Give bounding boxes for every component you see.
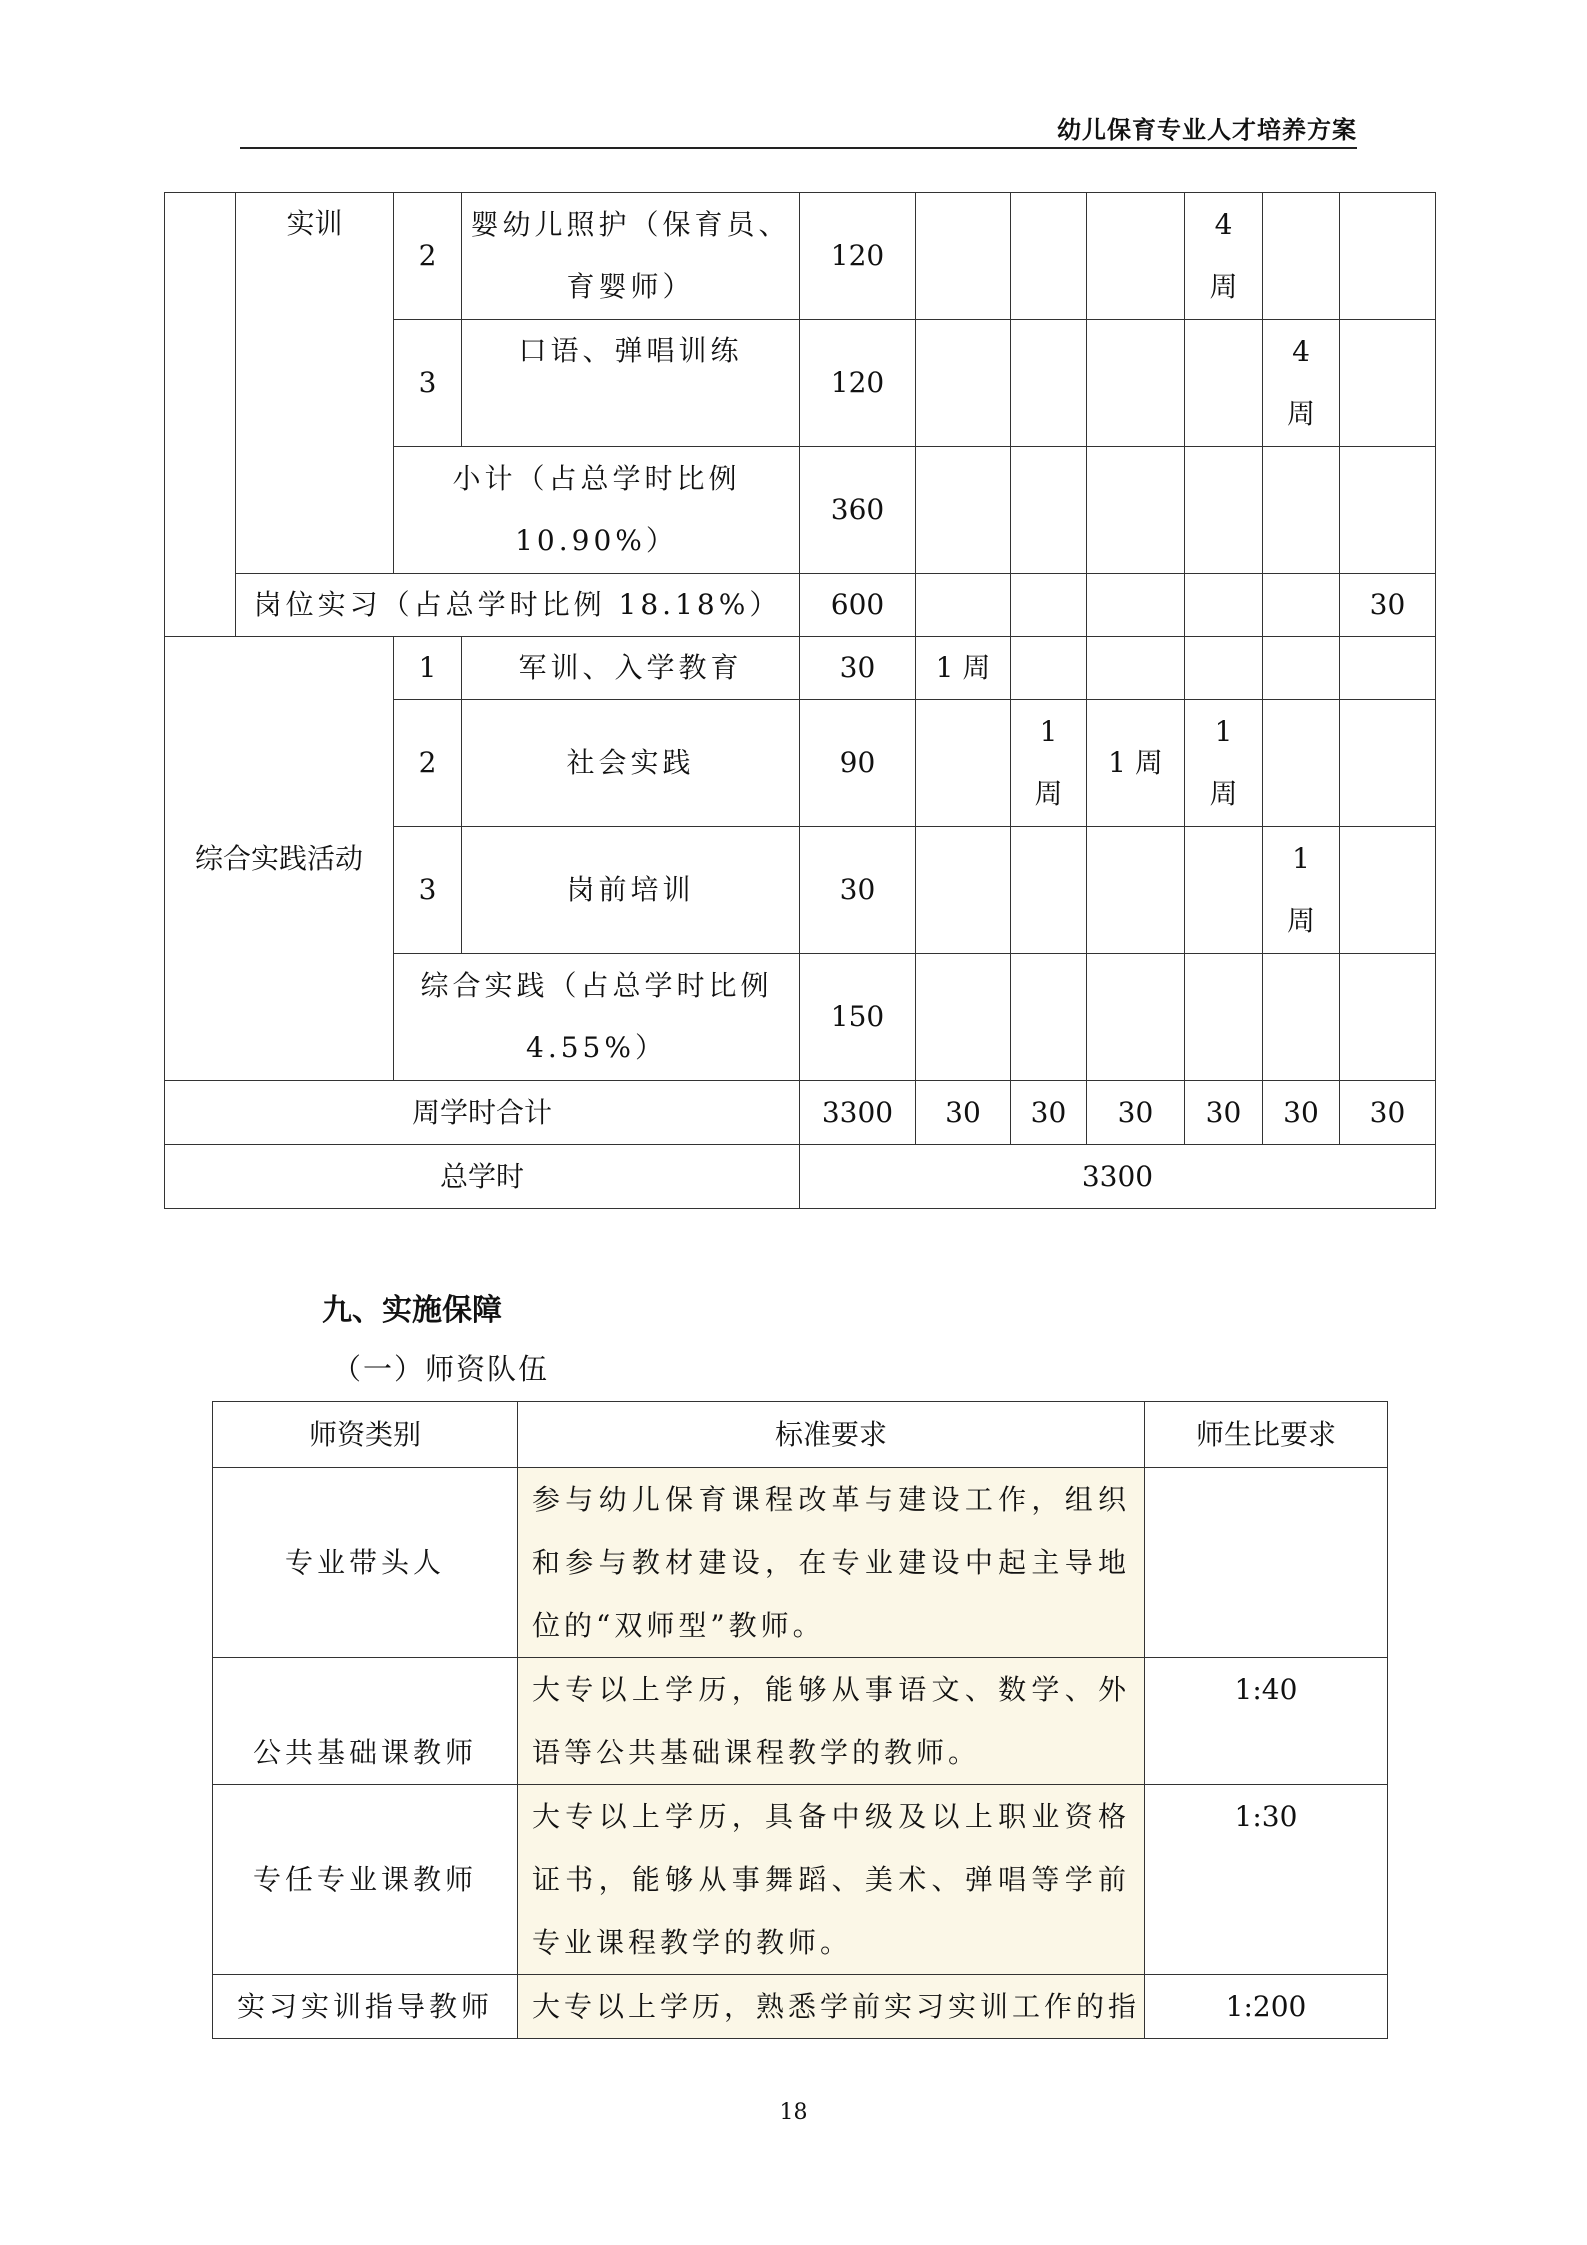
weekly-total-week: 30 <box>1185 1081 1263 1145</box>
internship-hours: 600 <box>800 574 916 637</box>
staff-requirement: 大专以上学历，能够从事语文、数学、外语等公共基础课程教学的教师。 <box>518 1658 1145 1785</box>
weekly-total-week: 30 <box>916 1081 1011 1145</box>
table-row <box>165 193 1436 320</box>
document-header-title: 幼儿保育专业人才培养方案 <box>1057 115 1357 144</box>
grand-total-value: 3300 <box>800 1145 1436 1209</box>
course-hours: 30 <box>800 637 916 700</box>
table-row <box>213 1785 1388 1975</box>
internship-week-7: 30 <box>1340 574 1436 637</box>
week-cell: 1 周 <box>1011 700 1087 827</box>
staff-table <box>212 1401 1388 2039</box>
internship-label: 岗位实习（占总学时比例 18.18%） <box>236 574 800 637</box>
row-number: 3 <box>394 320 462 447</box>
course-name: 社会实践 <box>462 700 800 827</box>
schedule-table <box>164 192 1436 1209</box>
week-cell: 1 周 <box>1263 827 1340 954</box>
staff-category: 实习实训指导教师 <box>213 1975 518 2039</box>
course-name: 岗前培训 <box>462 827 800 954</box>
course-name: 婴幼儿照护（保育员、 育婴师） <box>462 193 800 320</box>
column-header: 标准要求 <box>518 1402 1145 1468</box>
weekly-total-week: 30 <box>1087 1081 1185 1145</box>
weekly-total-week: 30 <box>1011 1081 1087 1145</box>
staff-requirement: 大专以上学历，熟悉学前实习实训工作的指 <box>518 1975 1145 2039</box>
staff-ratio: 1:30 <box>1145 1785 1388 1975</box>
table-row <box>213 1658 1388 1785</box>
week-cell: 1 周 <box>1087 700 1185 827</box>
staff-ratio: 1:40 <box>1145 1658 1388 1785</box>
staff-ratio: 1:200 <box>1145 1975 1388 2039</box>
table-header-row <box>213 1402 1388 1468</box>
subtotal-label: 小计（占总学时比例 10.90%） <box>394 447 800 574</box>
weekly-total-label: 周学时合计 <box>165 1081 800 1145</box>
group-cell-continued <box>165 193 236 637</box>
row-number: 1 <box>394 637 462 700</box>
practice-group-label: 综合实践活动 <box>165 637 394 1081</box>
course-hours: 90 <box>800 700 916 827</box>
week-cell: 4 周 <box>1185 193 1263 320</box>
staff-ratio <box>1145 1468 1388 1658</box>
course-name: 军训、入学教育 <box>462 637 800 700</box>
column-header: 师资类别 <box>213 1402 518 1468</box>
column-header: 师生比要求 <box>1145 1402 1388 1468</box>
page-number: 18 <box>779 2100 808 2125</box>
table-row <box>213 1468 1388 1658</box>
practice-subtotal-hours: 150 <box>800 954 916 1081</box>
row-number: 3 <box>394 827 462 954</box>
course-name: 口语、弹唱训练 <box>462 320 800 447</box>
staff-category: 专任专业课教师 <box>213 1785 518 1975</box>
weekly-total-week: 30 <box>1340 1081 1436 1145</box>
course-hours: 30 <box>800 827 916 954</box>
week-cell: 1 周 <box>916 637 1011 700</box>
staff-category: 专业带头人 <box>213 1468 518 1658</box>
table-row <box>165 637 1436 700</box>
header-rule <box>240 147 1357 149</box>
table-row <box>165 1145 1436 1209</box>
staff-requirement: 参与幼儿保育课程改革与建设工作，组织和参与教材建设，在专业建设中起主导地位的“双师型”教师。 <box>518 1468 1145 1658</box>
subtotal-hours: 360 <box>800 447 916 574</box>
staff-category: 公共基础课教师 <box>213 1658 518 1785</box>
section-subtitle: （一）师资队伍 <box>332 1352 550 1386</box>
staff-requirement: 大专以上学历，具备中级及以上职业资格证书，能够从事舞蹈、美术、弹唱等学前专业课程教学的教师。 <box>518 1785 1145 1975</box>
weekly-total-hours: 3300 <box>800 1081 916 1145</box>
week-cell: 1 周 <box>1185 700 1263 827</box>
week-cell: 4 周 <box>1263 320 1340 447</box>
section-title: 九、实施保障 <box>322 1293 502 1328</box>
table-row <box>165 1081 1436 1145</box>
row-number: 2 <box>394 193 462 320</box>
table-row <box>213 1975 1388 2039</box>
weekly-total-week: 30 <box>1263 1081 1340 1145</box>
course-hours: 120 <box>800 193 916 320</box>
practice-subtotal-label: 综合实践（占总学时比例 4.55%） <box>394 954 800 1081</box>
practical-label: 实训 <box>236 193 394 574</box>
course-hours: 120 <box>800 320 916 447</box>
table-row <box>165 574 1436 637</box>
row-number: 2 <box>394 700 462 827</box>
grand-total-label: 总学时 <box>165 1145 800 1209</box>
